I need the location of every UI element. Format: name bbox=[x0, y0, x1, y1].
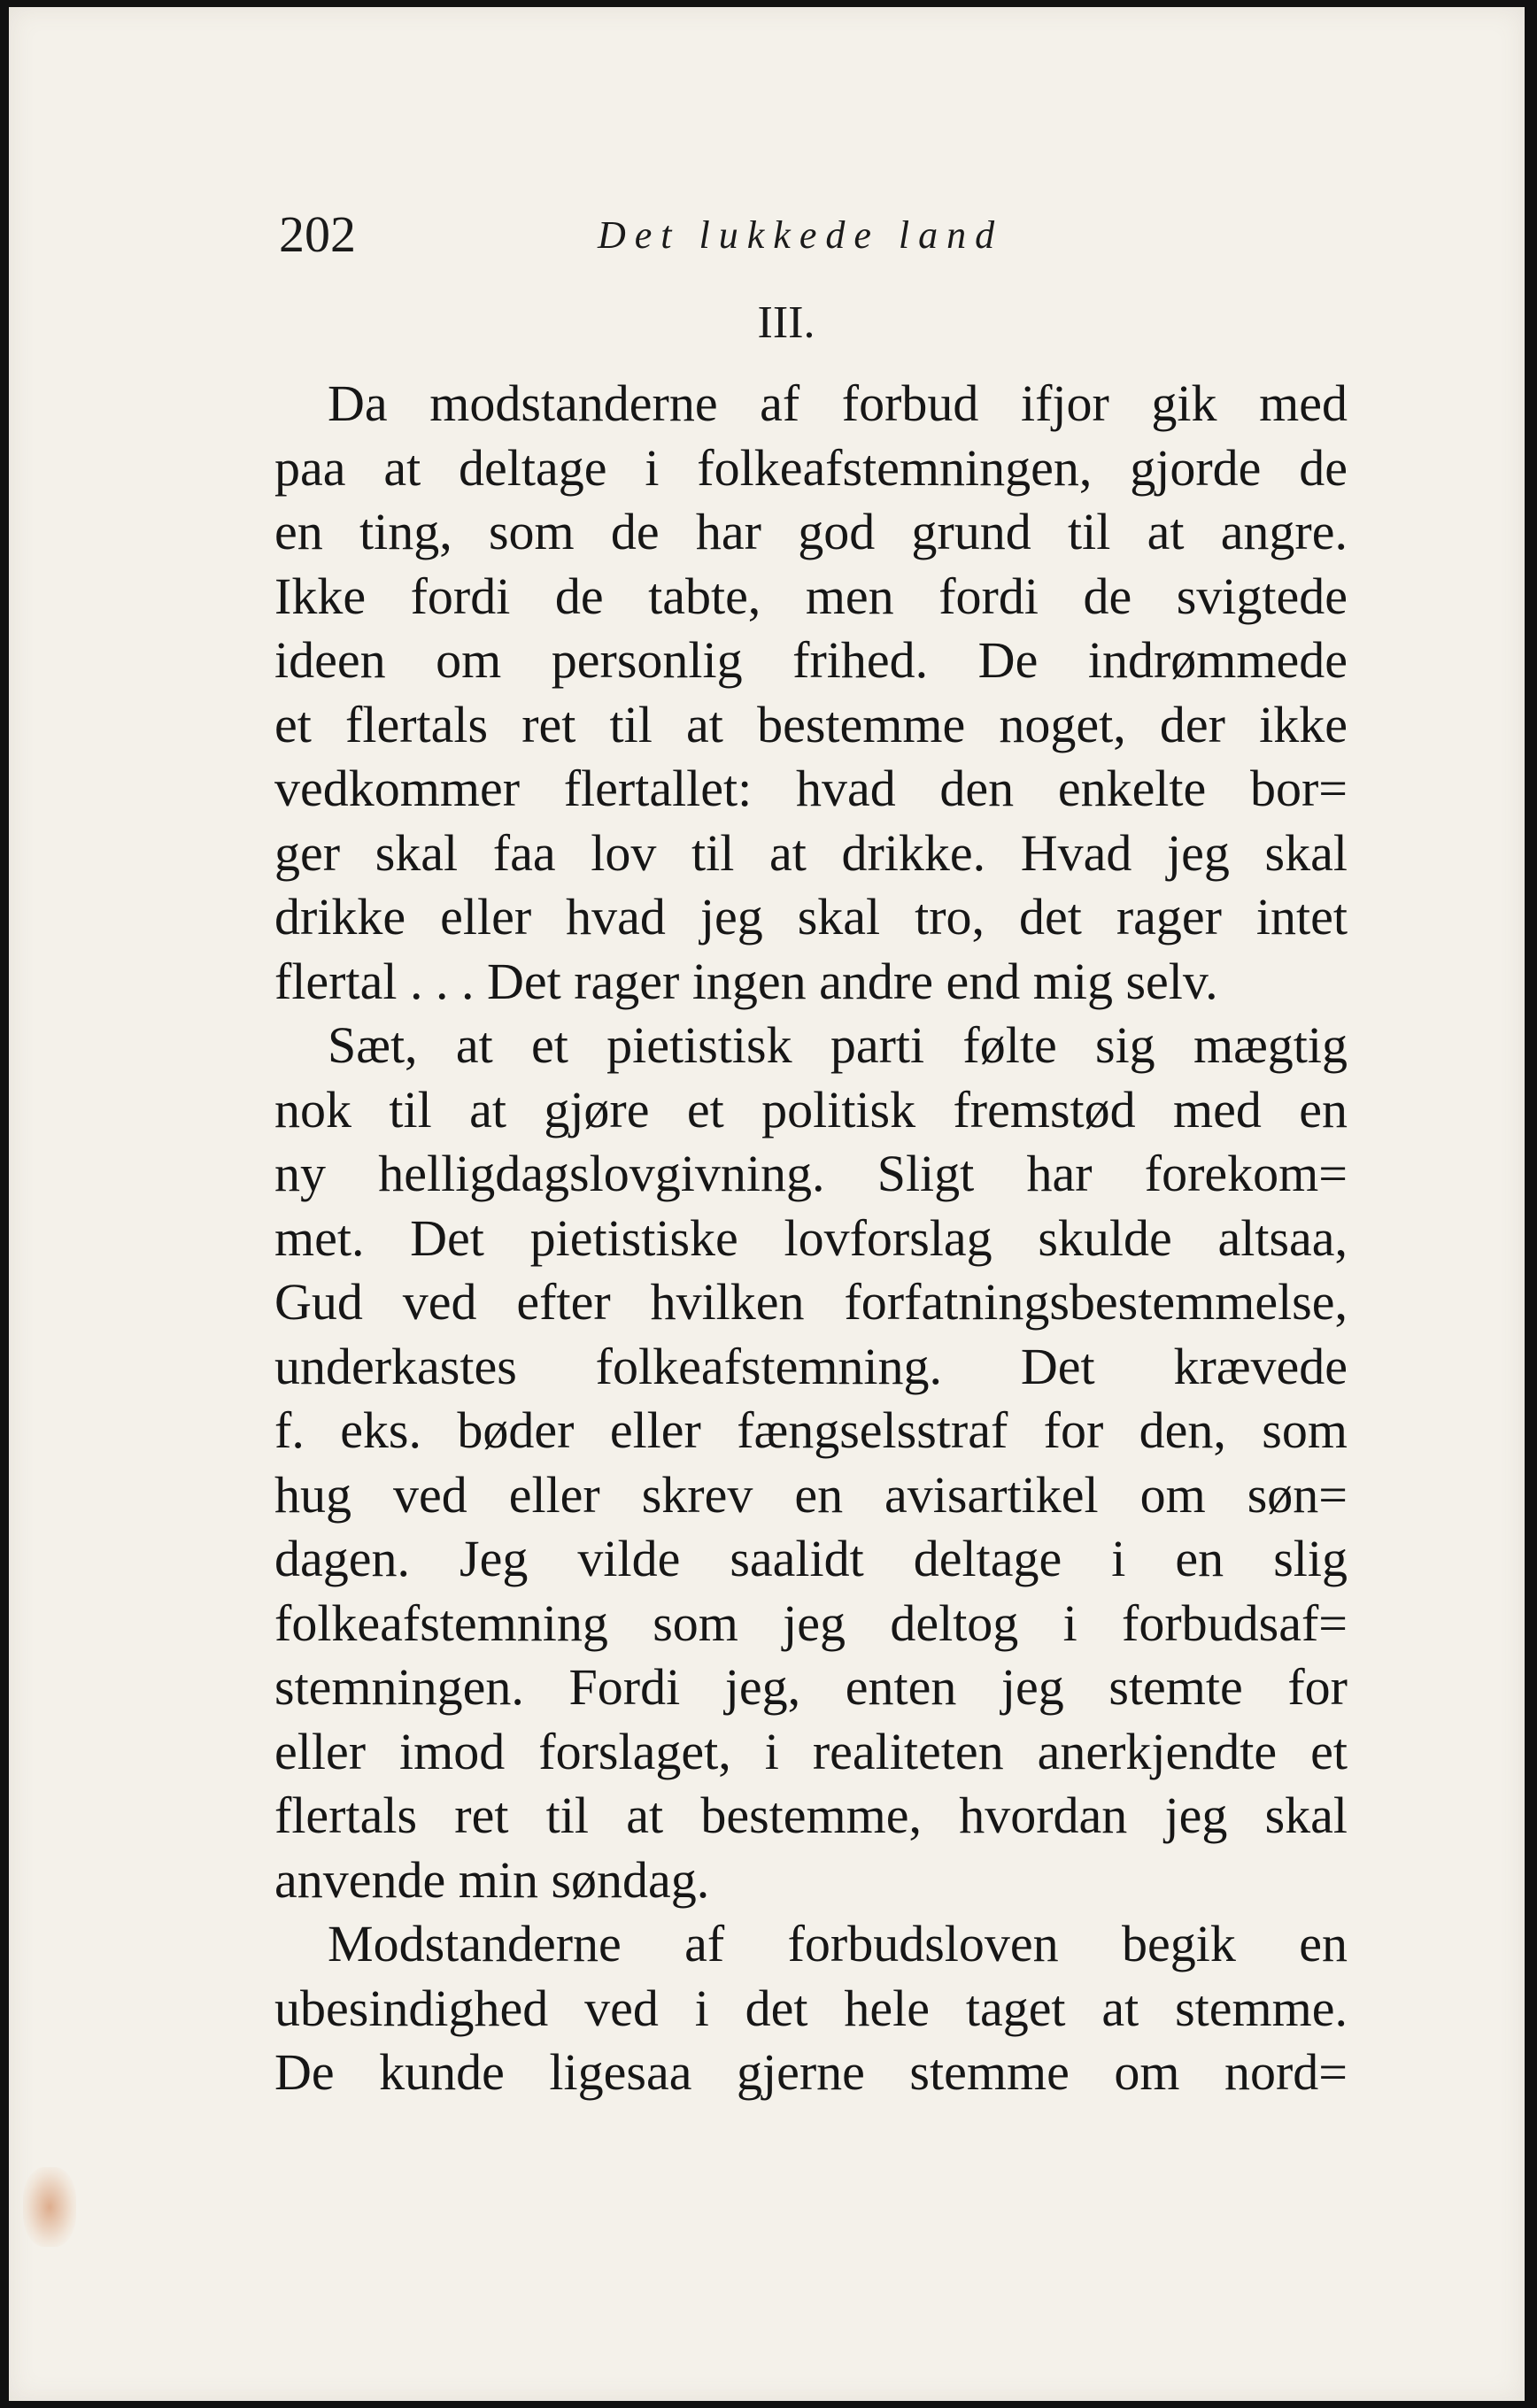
paragraph-3 bbox=[274, 1912, 1348, 2105]
text-line: Modstanderne af forbudsloven begik en bbox=[328, 1915, 1348, 1972]
book-title: Det lukkede land bbox=[598, 213, 1004, 257]
text-line: flertal . . . Det rager ingen andre end mig selv. bbox=[274, 952, 1218, 1010]
text-line: dagen. Jeg vilde saalidt deltage i en slig bbox=[274, 1530, 1348, 1587]
text-line: en ting, som de har god grund til at angre. bbox=[274, 503, 1348, 560]
text-line: drikke eller hvad jeg skal tro, det rager intet bbox=[274, 888, 1348, 945]
running-head bbox=[279, 204, 1368, 266]
text-line: folkeafstemning som jeg deltog i forbudsaf= bbox=[274, 1594, 1348, 1652]
text-line: anvende min søndag. bbox=[274, 1850, 710, 1909]
text-line: f. eks. bøder eller fængselsstraf for den, som bbox=[274, 1401, 1348, 1459]
text-line: ger skal faa lov til at drikke. Hvad jeg skal bbox=[274, 823, 1348, 882]
text-line: De kunde ligesaa gjerne stemme om nord= bbox=[274, 2043, 1348, 2101]
text-line: Gud ved efter hvilken forfatningsbestemmelse, bbox=[274, 1273, 1348, 1331]
text-line: paa at deltage i folkeafstemningen, gjorde de bbox=[274, 438, 1348, 497]
text-line: flertals ret til at bestemme, hvordan jeg skal bbox=[274, 1787, 1348, 1844]
text-line: stemningen. Fordi jeg, enten jeg stemte for bbox=[274, 1658, 1348, 1716]
text-line: underkastes folkeafstemning. Det krævede bbox=[274, 1337, 1348, 1395]
text-line: vedkommer flertallet: hvad den enkelte bor= bbox=[274, 760, 1348, 817]
text-line: met. Det pietistiske lovforslag skulde altsaa, bbox=[274, 1208, 1348, 1267]
section-heading: III. bbox=[757, 297, 815, 348]
text-line: ny helligdagslovgivning. Sligt har forekom= bbox=[274, 1145, 1348, 1202]
text-line: ubesindighed ved i det hele taget at stemme. bbox=[274, 1979, 1348, 2037]
text-line: ideen om personlig frihed. De indrømmede bbox=[274, 631, 1348, 689]
text-line: Da modstanderne af forbud ifjor gik med bbox=[328, 374, 1348, 432]
text-line: Ikke fordi de tabte, men fordi de svigtede bbox=[274, 567, 1348, 625]
paper-stain bbox=[23, 2167, 76, 2247]
text-line: et flertals ret til at bestemme noget, der ikke bbox=[274, 695, 1348, 753]
text-line: eller imod forslaget, i realiteten anerkjendte et bbox=[274, 1722, 1348, 1780]
text-line: nok til at gjøre et politisk fremstød med en bbox=[274, 1080, 1348, 1138]
paragraph-2 bbox=[274, 1014, 1348, 1912]
paragraph-1 bbox=[274, 372, 1348, 1014]
body-text bbox=[274, 372, 1348, 2105]
page-number: 202 bbox=[279, 205, 356, 263]
text-line: hug ved eller skrev en avisartikel om søn= bbox=[274, 1465, 1348, 1524]
text-line: Sæt, at et pietistisk parti følte sig mægtig bbox=[328, 1016, 1348, 1074]
